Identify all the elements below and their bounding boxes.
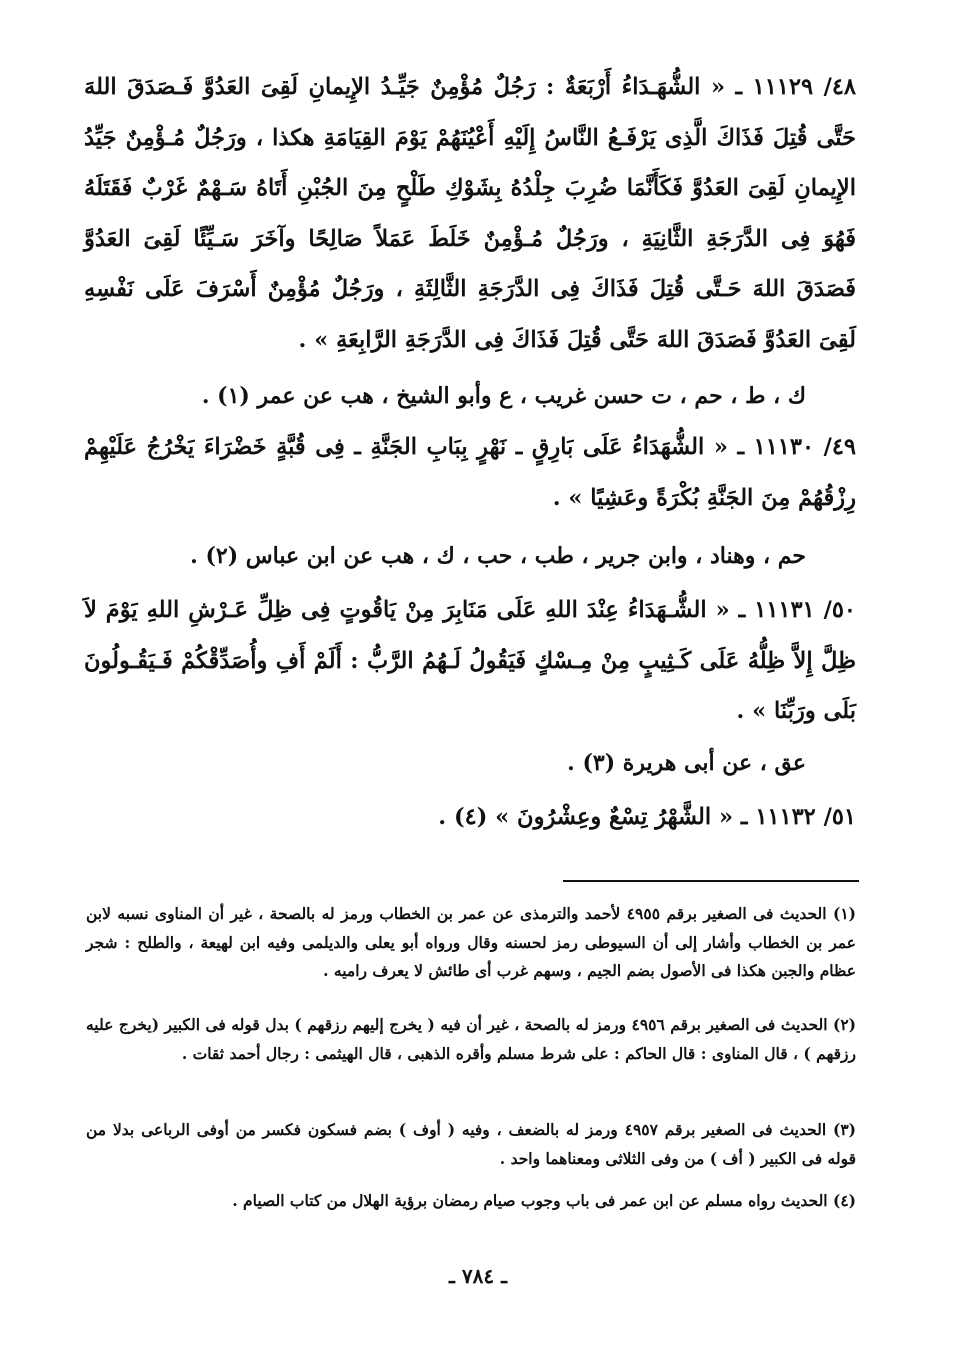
page-number: ـ ٧٨٤ ـ <box>449 1264 507 1288</box>
footnote-1: (١) الحديث فى الصغير برقم ٤٩٥٥ لأحمد والترمذى عن عمر بن الخطاب ورمز له بالصحة ، غير أن المناوى نسبه لابن عمر بن الخطاب وأشار إلى أن السيوطى رمز لحسنه وقال ورواه أبو يعلى والديلمى وفيه ابن لهيعة ، والطلح : شجر عظام والجبن هكذا فى الأصول بضم الجيم ، وسهم غرب أى طائش لا يعرف راميه . <box>86 904 856 980</box>
footnote-2: (٢) الحديث فى الصغير برقم ٤٩٥٦ ورمز له بالصحة ، غير أن فيه ( يخرج إليهم رزقهم ) بدل قوله فى الكبير (يخرج عليه رزقهم ) ، قال المناوى : قال الحاكم : على شرط مسلم وأقره الذهبى ، قال الهيثمى : رجال أحمد ثقات . <box>86 1015 857 1063</box>
footnote-3: (٣) الحديث فى الصغير برقم ٤٩٥٧ ورمز له بالضعف ، وفيه ( أوف ) بضم فسكون فكسر من أوفى الرباعى بدلا من قوله فى الكبير ( أف ) من وفى الثلاثى ومعناهما واحد . <box>86 1120 856 1168</box>
hadith-49-source: حم ، وهناد ، وابن جرير ، طب ، حب ، ك ، هب عن ابن عباس (٢) . <box>190 543 806 569</box>
hadith-50: ٥٠/ ١١١٣١ ـ « الشُّـهَدَاءُ عِنْدَ اللهِ عَلَى مَنَابِرَ مِنْ يَاقُوتٍ فِى ظِلِّ عَـرْشِ اللهِ يَوْمَ لاَ ظِلَّ إِلاَّ ظِلُّهُ عَلَى كَـثِيبٍ مِنْ مِـسْكٍ فَيَقُولُ لَـهُمُ الرَّبُّ : أَلَمْ أَفِ وأُصَدِّقْكُمْ فَـيَقُـولُونَ بَلَى ورَبِّنَا » . <box>84 597 856 724</box>
hadith-48-source: ك ، ط ، حم ، ت حسن غريب ، ع وأبو الشيخ ، هب عن عمر (١) . <box>201 383 806 409</box>
hadith-51: ٥١/ ١١١٣٢ ـ « الشَّهْرُ تِسْعٌ وعِشْرُونَ » (٤) . <box>438 804 856 830</box>
hadith-48: ٤٨/ ١١١٢٩ ـ « الشُّهَـدَاءُ أَرْبَعَةٌ : رَجُلٌ مُؤْمِنٌ جَيِّـدُ الإِيمانِ لَقِىَ العَدُوَّ فَـصَدَقَ اللهَ حَتَّى قُتِلَ فَذَاكَ الَّذِى يَرْفَـعُ النَّاسُ إِلَيْهِ أَعْيُنَهُمْ يَوْمَ القِيَامَةِ هكذا ، ورَجُلٌ مُـؤْمِنٌ جَيِّدُ الإِيمانِ لَقِىَ العَدُوَّ فَكَأَنَّمَا ضُرِبَ جِلْدُهُ بِشَوْكِ طَلْحٍ مِنَ الجُبْنِ أَتَاهُ سَـهْمٌ غَرْبٌ فَقَتَلَهُ فَهُوَ فِى الدَّرَجَةِ الثَّانِيَةِ ، ورَجُلٌ مُـؤْمِنٌ خَلَطَ عَمَلاً صَالِحًا وآخَرَ سَـيِّئًا لَقِىَ العَدُوَّ فَصَدَقَ اللهَ حَـتَّى قُتِلَ فَذَاكَ فِى الدَّرَجَةِ الثَّالِثَةِ ، ورَجُلٌ مُؤْمِنٌ أَسْرَفَ عَلَى نَفْسِهِ لَقِىَ العَدُوَّ فَصَدَقَ اللهَ حَتَّى قُتِلَ فَذَاكَ فِى الدَّرَجَةِ الرَّابِعَةِ » . <box>84 74 856 353</box>
footnote-divider <box>563 880 859 882</box>
hadith-50-source: عق ، عن أبى هريرة (٣) . <box>567 750 806 776</box>
footnote-4: (٤) الحديث رواه مسلم عن ابن عمر فى باب وجوب صيام رمضان برؤية الهلال من كتاب الصيام . <box>232 1191 856 1210</box>
hadith-49: ٤٩/ ١١١٣٠ ـ « الشُّهَدَاءُ عَلَى بَارِقٍ ـ نَهْرٍ بِبَابِ الجَنَّةِ ـ فِى قُبَّةٍ خَضْرَاءَ يَخْرُجُ عَلَيْهِمْ رِزْقُهُمْ مِنَ الجَنَّةِ بُكْرَةً وعَشِيًا » . <box>84 434 856 511</box>
